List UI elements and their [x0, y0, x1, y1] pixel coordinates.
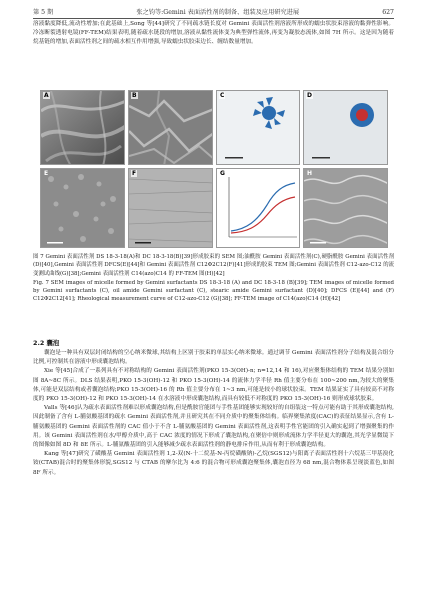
panel-label: H: [307, 170, 313, 177]
intro-paragraph: 溶液黏度降低,流动性增加;在此基础上,Song 等[44]研究了不同疏水链长度对 Gemini 表面活性剂溶液所形成的蠕虫状胶束溶液的黏弹性影响。冷冻断裂透射电镜(FF-TEM)结果表明,随着疏水链段的增加,溶液从黏性流体变为典型弹性流体,再变为凝胶态流体,如图 7H 所示。这是因为随着烷基链的增加,表面活性剂之间的疏水相互作用增强,导致蠕虫状胶束边长、缠结数量增加。: [33, 21, 394, 46]
sem-image-b: [129, 91, 213, 165]
figure-panel-a: [40, 90, 125, 165]
running-title: 张之钧等:Gemini 表面活性剂的制备、组装及应用研究进展: [136, 9, 300, 16]
page-number: 627: [382, 9, 394, 16]
figure-panel-d: [303, 90, 388, 165]
tem-image-c: [217, 91, 300, 165]
panel-label: F: [132, 170, 137, 177]
figure-panel-h: [303, 168, 388, 248]
paragraph: 囊泡是一种具有双层封闭结构的空心纳米微球,其结构上区别于胶束的单层实心纳米微球。通过调节 Gemini 表面活性剂分子结构及混合组分比例,可控制其在溶液中形成囊泡结构。: [33, 350, 394, 366]
tem-image-d: [304, 91, 388, 165]
figure-caption: [33, 253, 394, 304]
rheology-plot-g: [217, 169, 300, 248]
tem-image-e: [41, 169, 125, 248]
paragraph: Kang 等[47]研究了磺酸基 Gemini 表面活性剂 1,2-双(N-十二烷基-N-丙烷磺酸钠)-乙烷(SGS12)与阳离子表面活性剂十六烷基三甲基溴化铵(CTAB)混合时的聚集体形貌,SGS12 与 CTAB 的摩尔比为 4:6 的混合物可形成囊泡聚集体,囊泡直径为 68 nm,混合物体系呈现淡蓝色,如图 8F 所示。: [33, 451, 394, 476]
figure-panel-c: [216, 90, 300, 165]
section-title: 2.2 囊泡: [33, 339, 60, 347]
paragraph: Valls 等[46]认为疏水表面活性剂难以形成囊泡结构,但是酰胺官能团与手性基团能够实现较好的自组装这一特点可能有助于其形成囊泡结构,因此制备了含有 L-脯氨酸基团的疏水 Gemini 表面活性剂,并且研究其在不同介质中的聚集体结构。临界聚集浓度(CAC)的表征结果显示,含有 L-脯氨酸基团的 Gemini 表面活性剂的 CAC 值小于不含 L-脯氨酸基团的 Gemini 表面活性剂,这表明手性官能团的引入确实起到了增强聚集的作用。该 Gemini 表面活性剂在水/甲醇介质中,高于 CAC 浓度的情况下形成了囊泡结构,在聚倍中则形成流体力学半径更大的囊泡,其光学显微镜下的图像如图 8D 和 8E 所示。L-脯氨酸基团的引入能够减少疏水表面活性剂的静电排斥作用,从而有利于形成囊泡结构。: [33, 405, 394, 449]
ff-tem-image-h: [304, 169, 388, 248]
caption-chinese: 图 7 Gemini 表面活性剂 DS 18-3-18(A)和 DC 18-3-18(B)[39]形成胶束的 SEM 图;油酰胺 Gemini 表面活性剂(C),硬脂酰胺 Gemini 表面活性剂(D)[40],Gemini 表面活性剂 DFCS(E)[44]和 Gemini 表面活性剂 C12Φ2C12(F)[41]形成的胶束 TEM 图;Gemini 表面活性剂 C12-azo-C12 的流变测试曲线(G)[38];Gemini 表面活性剂 C14(azo)C14 的 FF-TEM 图(H)[42]: [33, 254, 394, 277]
running-header: [33, 5, 394, 19]
panel-label: B: [132, 92, 137, 99]
figure-panel-g: [216, 168, 300, 248]
panel-label: C: [220, 92, 225, 99]
panel-label: E: [44, 170, 49, 177]
tem-image-f: [129, 169, 213, 248]
panel-label: G: [220, 170, 225, 177]
panel-label: D: [307, 92, 312, 99]
panel-label: A: [44, 92, 49, 99]
paragraph: Xie 等[45]合成了一系列具有不对称结构的 Gemini 表面活性剂(PKO 15-3(OH)-n; n=12,14 和 16),对应聚集体结构的 TEM 结果分别如图 8A~8C 所示。DLS 结果表明,PKO 15-3(OH)-12 和 PKO 15-3(OH)-14 的流体力学半径 Rh 值主要分布在 100~200 nm,为较大的聚集体,可能是双层结构或者囊泡结构;PKO 15-3(OH)-16 的 Rh 值主要分布在 1~3 nm,可能是较小的球状胶束。TEM 结果证实了具有较高不对称度的 PKO 15-3(OH)-12 和 PKO 15-3(OH)-14 在水溶液中形成囊泡结构,而具有较低不对称度的 PKO 15-3(OH)-16 则形成球状胶束。: [33, 368, 394, 403]
sem-image-a: [41, 91, 125, 165]
figure-panel-f: [128, 168, 213, 248]
caption-english: Fig. 7 SEM images of micelle formed by Gemini surfactants DS 18-3-18 (A) and DC 18-3-18 (B)[39]; TEM images of micelle formed by Gemini surfactants (C), oil amide Gemini surfactant (C), stearic amide Gemini surfactant (D)[40]; DFCS (E)[44] and (F) C12Φ2C12[41]; Rheological measurement curve of C12-azo-C12 (G)[38]; FF-TEM image of C14(azo)C14 (H)[42]: [33, 279, 394, 303]
section-body: [33, 349, 394, 478]
figure-panel-e: [40, 168, 125, 248]
figure-panel-b: [128, 90, 213, 165]
figure-7: [40, 90, 388, 248]
issue-number: 第 5 期: [33, 9, 54, 16]
